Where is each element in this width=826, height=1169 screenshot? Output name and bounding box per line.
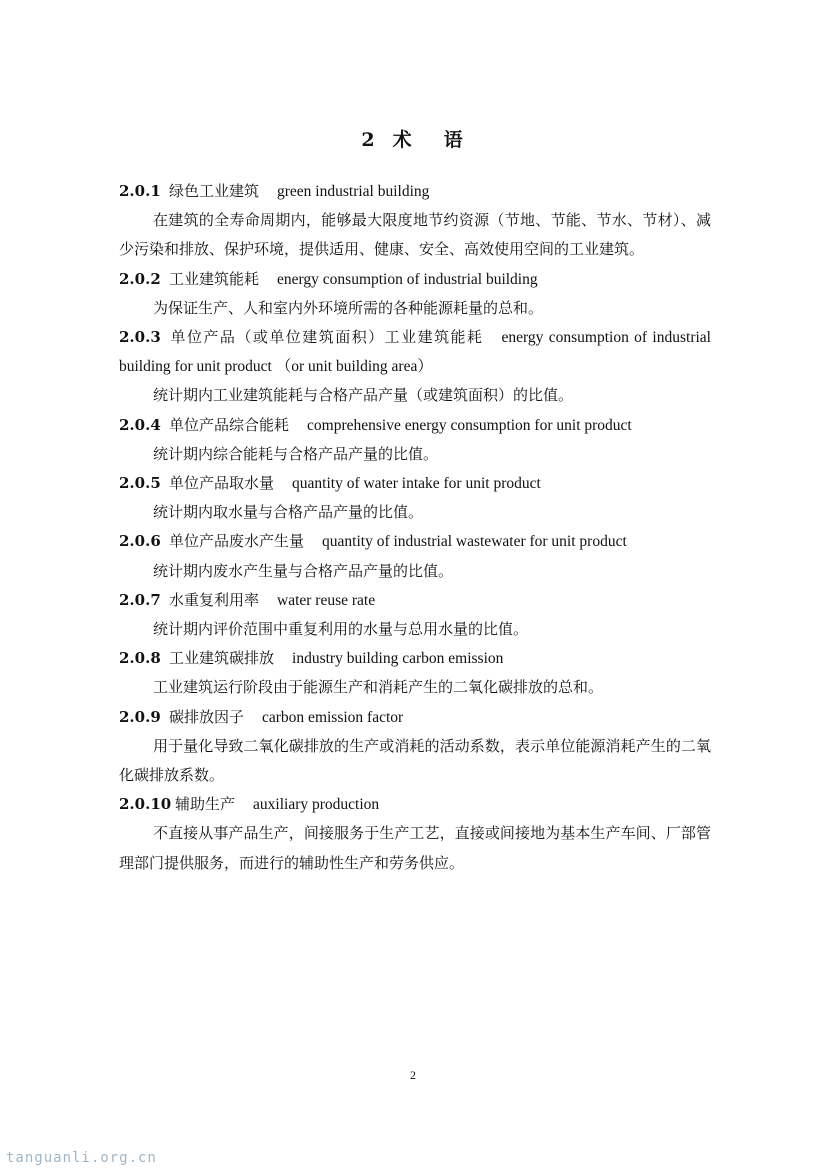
term-heading [119, 586, 711, 615]
term-chinese: 水重复利用率 [169, 590, 260, 609]
term-chinese: 单位产品（或单位建筑面积）工业建筑能耗 [169, 328, 484, 347]
term-number: 2.0.10 [119, 795, 172, 814]
term-english: quantity of water intake for unit product [292, 475, 541, 493]
term-heading [119, 790, 711, 819]
term-definition: 在建筑的全寿命周期内，能够最大限度地节约资源（节地、节能、节水、节材）、减少污染和排放、保护环境，提供适用、健康、安全、高效使用空间的工业建筑。 [119, 211, 711, 259]
term-definition: 统计期内取水量与合格产品产量的比值。 [153, 503, 424, 522]
term-number: 2.0.9 [119, 707, 161, 726]
term-definition: 用于量化导致二氧化碳排放的生产或消耗的活动系数，表示单位能源消耗产生的二氧化碳排放系数。 [119, 736, 711, 785]
term-chinese: 碳排放因子 [169, 707, 245, 726]
term-number: 2.0.2 [119, 269, 161, 288]
term-definition: 不直接从事产品生产，间接服务于生产工艺，直接或间接地为基本生产车间、厂部管理部门提供服务，而进行的辅助性生产和劳务供应。 [119, 824, 711, 872]
term-number: 2.0.8 [119, 649, 161, 668]
term-heading [119, 644, 711, 673]
term-chinese: 单位产品取水量 [169, 474, 275, 493]
term-number: 2.0.7 [119, 590, 161, 609]
term-number: 2.0.5 [119, 474, 161, 493]
term-definition: 统计期内评价范围中重复利用的水量与总用水量的比值。 [153, 620, 529, 639]
term-chinese: 绿色工业建筑 [169, 182, 260, 200]
term-number: 2.0.4 [119, 415, 161, 434]
terms-list [119, 177, 711, 878]
term-english: comprehensive energy consumption for unit product [307, 416, 632, 434]
term-heading [119, 469, 711, 498]
term-chinese: 工业建筑碳排放 [169, 649, 275, 668]
term-chinese: 单位产品综合能耗 [169, 415, 290, 434]
term-heading [119, 527, 711, 556]
term-number: 2.0.6 [119, 532, 161, 551]
term-english: green industrial building [277, 183, 430, 200]
section-title [0, 125, 826, 152]
page-number: 2 [410, 1068, 416, 1082]
term-heading [119, 323, 711, 381]
term-definition: 统计期内工业建筑能耗与合格产品产量（或建筑面积）的比值。 [153, 386, 574, 405]
watermark-text: tanguanli.org.cn [6, 1150, 157, 1166]
term-definition: 工业建筑运行阶段由于能源生产和消耗产生的二氧化碳排放的总和。 [153, 678, 604, 697]
term-chinese: 工业建筑能耗 [169, 269, 260, 288]
term-definition: 统计期内废水产生量与合格产品产量的比值。 [153, 561, 454, 580]
term-heading [119, 703, 711, 732]
term-heading [119, 265, 711, 294]
term-english: carbon emission factor [262, 708, 404, 726]
term-chinese: 单位产品废水产生量 [169, 532, 305, 551]
term-number: 2.0.1 [119, 182, 161, 200]
section-title-part2: 语 [443, 129, 465, 151]
term-chinese: 辅助生产 [175, 795, 236, 814]
term-english: energy consumption of industrial building for unit product （or unit building area） [119, 329, 711, 376]
term-definition: 为保证生产、人和室内外环境所需的各种能源耗量的总和。 [153, 298, 544, 317]
term-english: water reuse rate [277, 591, 376, 609]
section-number: 2 [361, 129, 377, 151]
term-heading [119, 411, 711, 440]
term-definition: 统计期内综合能耗与合格产品产量的比值。 [153, 444, 439, 463]
term-number: 2.0.3 [119, 328, 161, 347]
term-english: auxiliary production [253, 796, 380, 814]
term-heading [119, 177, 711, 206]
term-english: industry building carbon emission [292, 650, 504, 668]
term-english: energy consumption of industrial building [277, 270, 538, 288]
term-english: quantity of industrial wastewater for unit product [322, 533, 627, 551]
section-title-part1: 术 [392, 129, 414, 151]
